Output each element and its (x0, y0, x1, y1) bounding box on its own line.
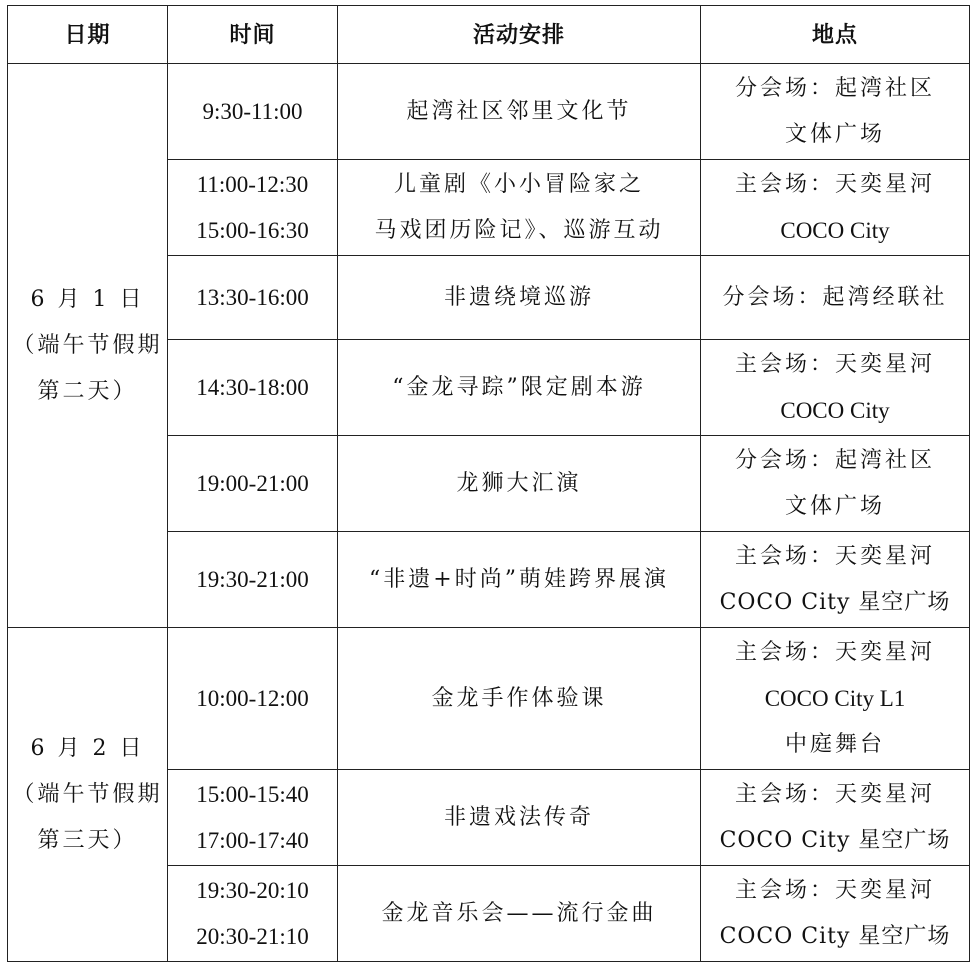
venue-text: 中庭舞台 (784, 731, 885, 757)
header-venue: 地点 (701, 6, 970, 64)
header-activity: 活动安排 (338, 6, 701, 64)
activity-cell (338, 256, 701, 340)
time-cell (168, 436, 338, 532)
time-text: 11:00-12:30 (196, 171, 309, 197)
time-text: 15:00-15:40 (196, 781, 309, 807)
time-text: 19:30-20:10 (196, 877, 309, 903)
venue-text: COCO City 星空广场 (719, 589, 951, 615)
venue-cell (701, 160, 970, 256)
venue-text: COCO City 星空广场 (719, 923, 951, 949)
schedule-table (7, 5, 970, 962)
venue-text: 分会场：起湾社区 (734, 447, 935, 473)
venue-text: 主会场：天奕星河 (734, 639, 935, 665)
time-text: 19:00-21:00 (196, 470, 309, 496)
date-text: 6 月 2 日 (30, 735, 145, 761)
time-text: 17:00-17:40 (196, 827, 309, 853)
activity-text: 起湾社区邻里文化节 (406, 98, 632, 124)
time-text: 15:00-16:30 (196, 217, 309, 243)
time-text: 10:00-12:00 (196, 685, 309, 711)
activity-cell (338, 64, 701, 160)
venue-text: 分会场：起湾经联社 (722, 284, 948, 310)
venue-text: COCO City (780, 397, 890, 423)
venue-text: 主会场：天奕星河 (734, 543, 935, 569)
venue-text: 主会场：天奕星河 (734, 877, 935, 903)
time-text: 13:30-16:00 (196, 284, 309, 310)
date-note: （端午节假期 (12, 781, 163, 807)
activity-text: 龙狮大汇演 (456, 470, 582, 496)
time-cell (168, 866, 338, 962)
activity-cell (338, 340, 701, 436)
table-row (8, 628, 970, 770)
activity-text: “金龙寻踪”限定剧本游 (392, 374, 646, 400)
venue-text: COCO City 星空广场 (719, 827, 951, 853)
venue-cell (701, 256, 970, 340)
venue-cell (701, 436, 970, 532)
activity-cell (338, 436, 701, 532)
venue-text: COCO City (780, 217, 890, 243)
activity-text: “非遗+时尚”萌娃跨界展演 (369, 566, 669, 592)
date-note: （端午节假期 (12, 332, 163, 358)
venue-text: 主会场：天奕星河 (734, 351, 935, 377)
header-row (8, 6, 970, 64)
activity-cell (338, 866, 701, 962)
header-date: 日期 (8, 6, 168, 64)
date-text: 6 月 1 日 (30, 286, 145, 312)
time-cell (168, 628, 338, 770)
time-text: 19:30-21:00 (196, 566, 309, 592)
venue-text: 文体广场 (784, 493, 885, 519)
header-time: 时间 (168, 6, 338, 64)
date-cell (8, 628, 168, 962)
activity-text: 非遗绕境巡游 (443, 284, 594, 310)
activity-text: 儿童剧《小小冒险家之 (393, 171, 644, 197)
venue-cell (701, 770, 970, 866)
activity-cell (338, 628, 701, 770)
venue-cell (701, 628, 970, 770)
venue-text: 分会场：起湾社区 (734, 75, 935, 101)
venue-cell (701, 532, 970, 628)
time-cell (168, 64, 338, 160)
date-note: 第二天） (37, 378, 138, 404)
venue-cell (701, 340, 970, 436)
venue-cell (701, 866, 970, 962)
venue-cell (701, 64, 970, 160)
table-row (8, 64, 970, 160)
time-text: 14:30-18:00 (196, 374, 309, 400)
time-cell (168, 532, 338, 628)
venue-text: COCO City L1 (764, 685, 906, 711)
time-cell (168, 160, 338, 256)
time-cell (168, 770, 338, 866)
time-cell (168, 256, 338, 340)
activity-text: 金龙手作体验课 (431, 685, 607, 711)
venue-text: 文体广场 (784, 121, 885, 147)
activity-text: 金龙音乐会——流行金曲 (381, 900, 657, 926)
activity-text: 马戏团历险记》、巡游互动 (374, 217, 664, 243)
venue-text: 主会场：天奕星河 (734, 781, 935, 807)
activity-cell (338, 160, 701, 256)
time-cell (168, 340, 338, 436)
time-text: 9:30-11:00 (202, 98, 303, 124)
activity-text: 非遗戏法传奇 (443, 804, 594, 830)
time-text: 20:30-21:10 (196, 923, 309, 949)
date-cell (8, 64, 168, 628)
activity-cell (338, 532, 701, 628)
activity-cell (338, 770, 701, 866)
date-note: 第三天） (37, 827, 138, 853)
venue-text: 主会场：天奕星河 (734, 171, 935, 197)
